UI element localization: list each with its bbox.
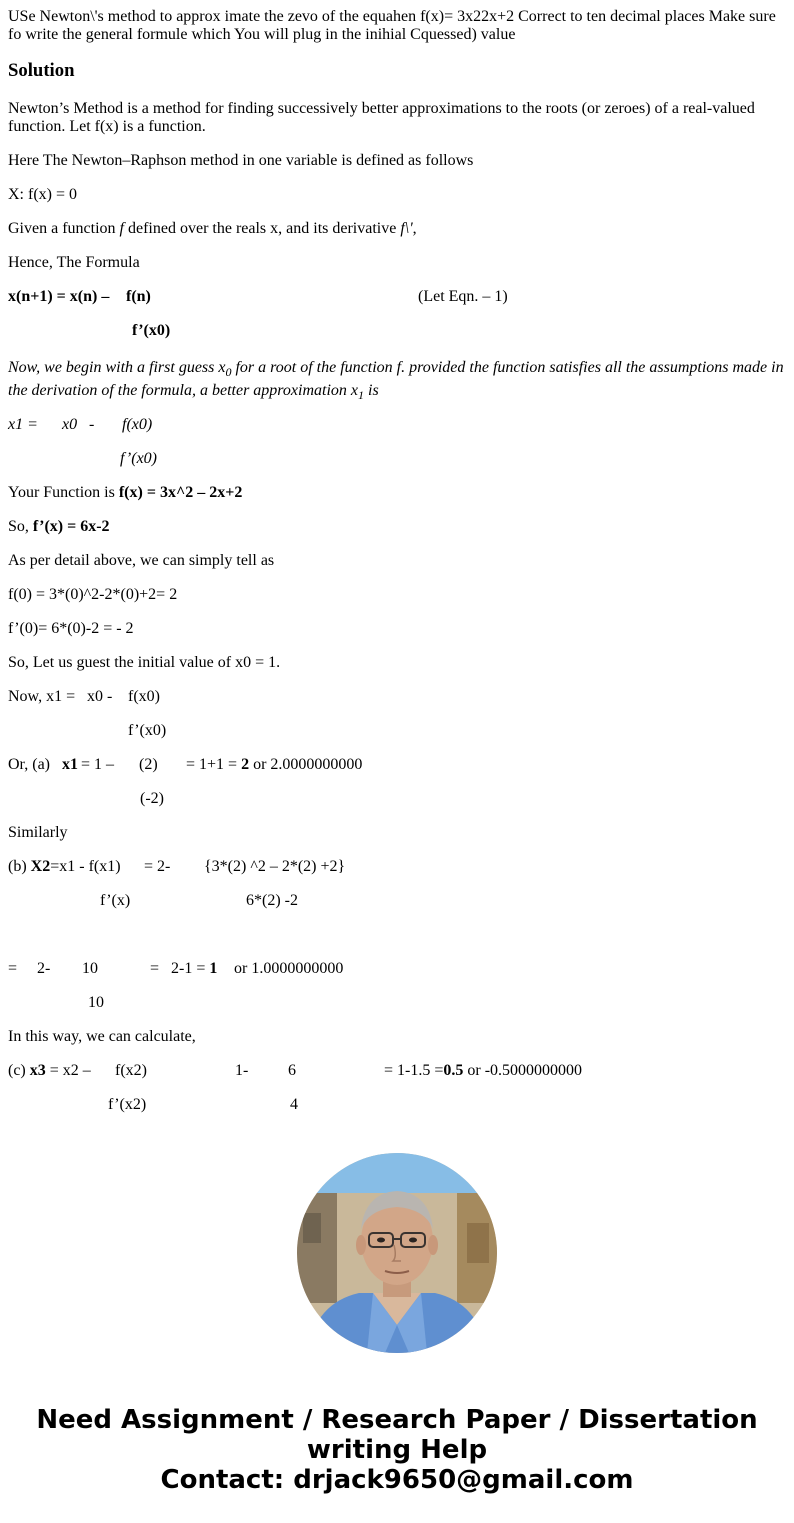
step-b-den-row — [8, 892, 788, 910]
x1-x0: x0 — [62, 416, 78, 433]
formula-lhs: x(n+1) = x(n) – — [8, 288, 110, 305]
x1-formula-row — [8, 416, 788, 434]
step-c-row — [8, 1062, 788, 1080]
x1-lhs: x1 = — [8, 416, 38, 433]
similarly-line: Similarly — [8, 824, 68, 841]
step-a-result: = 1+1 = 2 or 2.0000000000 — [186, 756, 363, 773]
given-line: Given a function f defined over the reals x, and its derivative f\', — [8, 220, 417, 237]
step-c-four: 4 — [290, 1096, 298, 1113]
derivative-line: So, f’(x) = 6x-2 — [8, 518, 110, 535]
step-b2-denominator: 10 — [88, 994, 104, 1011]
author-portrait — [297, 1153, 497, 1353]
x1-minus: - — [89, 416, 95, 433]
now-x1-lhs: Now, x1 = — [8, 688, 76, 705]
fprime0-line: f’(0)= 6*(0)-2 = - 2 — [8, 620, 134, 637]
x1-den-row — [8, 450, 788, 468]
x1-denominator: f’(x0) — [120, 450, 157, 467]
step-c-result: = 1-1.5 =0.5 or -0.5000000000 — [384, 1062, 583, 1079]
step-b-den2: 6*(2) -2 — [246, 892, 298, 909]
step-a-row — [8, 756, 788, 774]
hence-line: Hence, The Formula — [8, 254, 140, 271]
formula-label: (Let Eqn. – 1) — [418, 288, 508, 305]
formula-denominator: f’(x0) — [132, 322, 171, 339]
author-avatar — [297, 1153, 497, 1353]
step-b2-result: 2-1 = 1 — [171, 960, 218, 977]
step-c-den-row — [8, 1096, 788, 1114]
step-b2-eq2: = — [150, 960, 160, 977]
cta-line-1: Need Assignment / Research Paper / Dissertation — [36, 1405, 758, 1435]
step-a-eq: = 1 – — [81, 756, 115, 773]
intro-paragraph: Newton’s Method is a method for finding successively better approximations to the roots (or zeroes) of a real-valued function. Let f(x) is a function. — [8, 100, 755, 135]
step-c-one: 1- — [235, 1062, 249, 1079]
document-body — [8, 8, 788, 1130]
contact-banner — [0, 1405, 794, 1495]
formula-numerator: f(n) — [126, 288, 151, 305]
step-b2-row — [8, 960, 788, 978]
cta-line-2: writing Help — [306, 1435, 488, 1465]
step-a-numerator: (2) — [139, 756, 158, 773]
now-x1-x0: x0 - — [87, 688, 113, 705]
formula-row — [8, 288, 788, 306]
as-per-line: As per detail above, we can simply tell as — [8, 552, 275, 569]
step-c-six: 6 — [288, 1062, 296, 1079]
step-b-numerator: {3*(2) ^2 – 2*(2) +2} — [204, 858, 346, 875]
step-a-denominator: (-2) — [140, 790, 164, 807]
solution-heading: Solution — [8, 60, 75, 81]
now-x1-denominator: f’(x0) — [128, 722, 167, 739]
step-b-eq2: = 2- — [144, 858, 171, 875]
step-c-lhs: (c) x3 = x2 – — [8, 1062, 91, 1079]
step-b-row — [8, 858, 788, 876]
now-x1-den-row — [8, 722, 788, 740]
now-x1-row — [8, 688, 788, 706]
step-a-den-row — [8, 790, 788, 808]
step-b2-two: 2- — [37, 960, 51, 977]
guess-line: So, Let us guest the initial value of x0 = 1. — [8, 654, 281, 671]
cta-line-3: Contact: drjack9650@gmail.com — [160, 1465, 634, 1495]
now-x1-numerator: f(x0) — [128, 688, 160, 705]
formula-den-row — [8, 322, 788, 340]
step-c-denominator: f’(x2) — [108, 1096, 147, 1113]
in-this-way-line: In this way, we can calculate, — [8, 1028, 196, 1045]
f0-line: f(0) = 3*(0)^2-2*(0)+2= 2 — [8, 586, 178, 603]
step-a-x1: x1 — [62, 756, 78, 773]
defined-as-line: Here The Newton–Raphson method in one variable is defined as follows — [8, 152, 474, 169]
step-b2-den-row — [8, 994, 788, 1012]
step-c-numerator: f(x2) — [115, 1062, 147, 1079]
step-b2-decimal: or 1.0000000000 — [234, 960, 344, 977]
step-a-label: Or, (a) — [8, 756, 50, 773]
x-fx-line: X: f(x) = 0 — [8, 186, 78, 203]
step-b-lhs: (b) X2=x1 - f(x1) — [8, 858, 121, 875]
step-b-den1: f’(x) — [100, 892, 131, 909]
first-guess-paragraph: Now, we begin with a first guess $x_0$ for a root of the function f. provided the function satisfies all the assumptions made in the derivation of the formula, a better approximation $x_1$ is — [8, 359, 784, 403]
step-b2-eq: = — [8, 960, 18, 977]
question-text: USe Newton\'s method to approx imate the zevo of the equahen f(x)= 3x22x+2 Correct to ten decimal places Make sure fo write the general formule which You will plug in the inihial Cquessed) value — [8, 8, 776, 43]
step-b2-numerator: 10 — [82, 960, 98, 977]
function-line: Your Function is f(x) = 3x^2 – 2x+2 — [8, 484, 243, 501]
x1-numerator: f(x0) — [122, 416, 153, 433]
